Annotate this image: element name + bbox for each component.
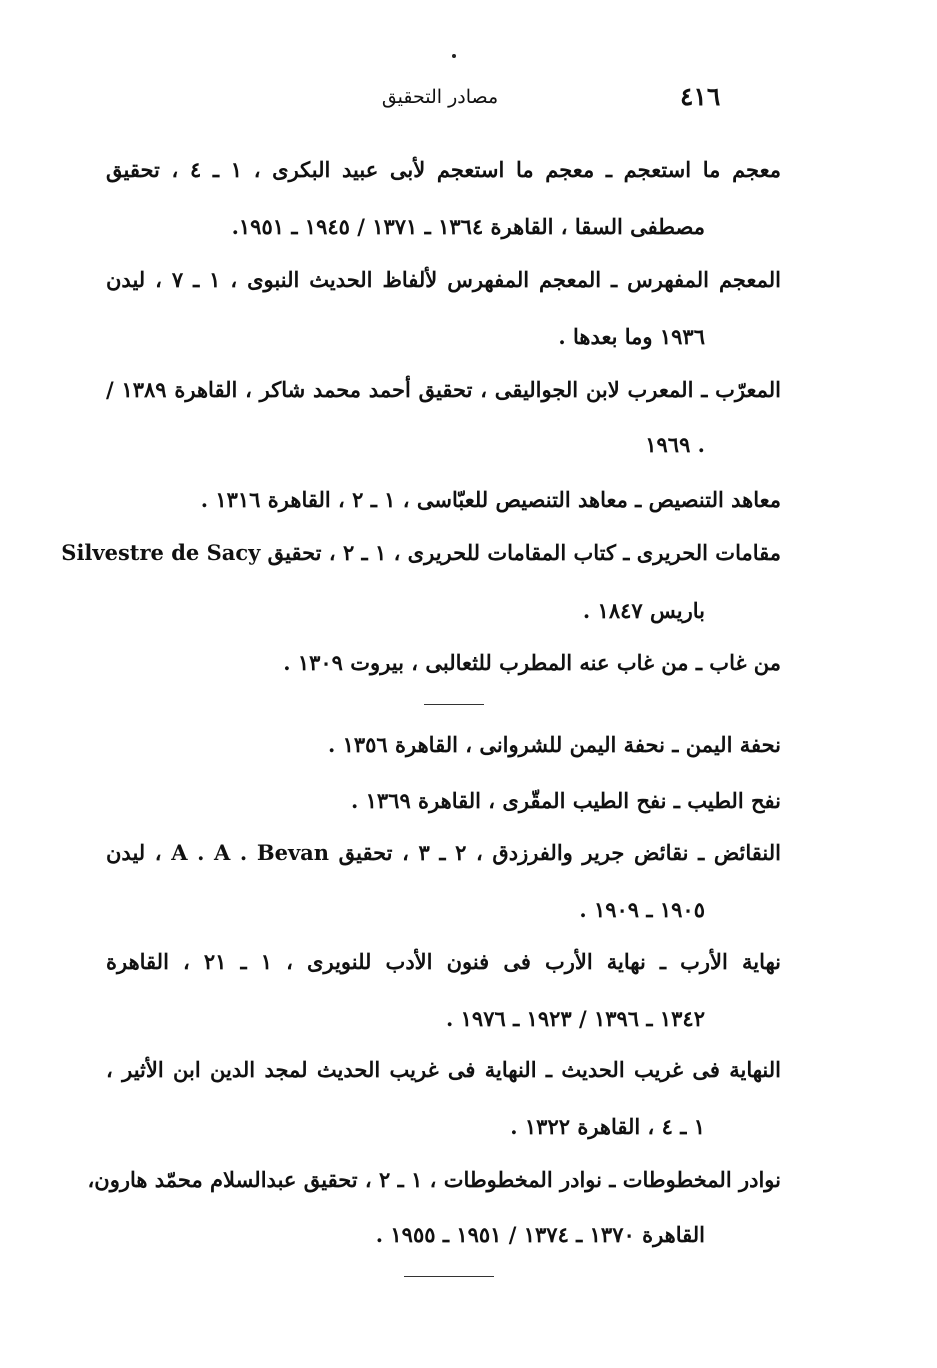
top-dot — [452, 54, 456, 58]
page-number: ٤١٦ — [680, 82, 721, 111]
entry-continuation: ١٩٣٦ وما بعدها . — [558, 324, 705, 349]
entry-line: من غاب ـ من غاب عنه المطرب للثعالبى ، بيروت ١٣٠٩ . — [283, 650, 781, 675]
entry-line: مقامات الحريرى ـ كتاب المقامات للحريرى ، ١ ـ ٢ ، تحقيق Silvestre de Sacy — [61, 540, 781, 565]
entry-line: نهاية الأرب ـ نهاية الأرب فى فنون الأدب للنويرى ، ١ ـ ٢١ ، القاهرة — [106, 949, 781, 974]
entry-line: المعجم المفهرس ـ المعجم المفهرس لألفاظ الحديث النبوى ، ١ ـ ٧ ، ليدن — [106, 267, 781, 292]
entry-continuation: ١٣٤٢ ـ ١٣٩٦ / ١٩٢٣ ـ ١٩٧٦ . — [446, 1006, 705, 1031]
entry-line: نوادر المخطوطات ـ نوادر المخطوطات ، ١ ـ ٢ ، تحقيق عبدالسلام محمّد هارون، — [87, 1167, 781, 1192]
section-divider — [424, 704, 484, 705]
entry-continuation: ١٩٠٥ ـ ١٩٠٩ . — [579, 897, 705, 922]
entry-line: معاهد التنصيص ـ معاهد التنصيص للعبّاسى ، ١ ـ ٢ ، القاهرة ١٣١٦ . — [200, 487, 781, 512]
entry-line: المعرّب ـ المعرب لابن الجواليقى ، تحقيق أحمد محمد شاكر ، القاهرة ١٣٨٩ / — [106, 377, 781, 402]
entry-continuation: ١ ـ ٤ ، القاهرة ١٣٢٢ . — [510, 1114, 705, 1139]
running-title: مصادر التحقيق — [381, 86, 499, 108]
entry-line: نفح الطيب ـ نفح الطيب المقّرى ، القاهرة ١٣٦٩ . — [351, 788, 781, 813]
entry-line: معجم ما استعجم ـ معجم ما استعجم لأبى عبيد البكرى ، ١ ـ ٤ ، تحقيق — [106, 157, 781, 182]
entry-continuation: باريس ١٨٤٧ . — [582, 598, 705, 623]
entry-continuation: ١٩٦٩ . — [645, 432, 705, 457]
end-divider — [404, 1276, 494, 1277]
entry-line: النقائض ـ نقائض جرير والفرزدق ، ٢ ـ ٣ ، تحقيق A . A . Bevan ، ليدن — [106, 840, 781, 865]
entry-line: النهاية فى غريب الحديث ـ النهاية فى غريب الحديث لمجد الدين ابن الأثير ، — [106, 1057, 781, 1082]
entry-continuation: القاهرة ١٣٧٠ ـ ١٣٧٤ / ١٩٥١ ـ ١٩٥٥ . — [375, 1222, 705, 1247]
entry-line: نحفة اليمن ـ نحفة اليمن للشروانى ، القاهرة ١٣٥٦ . — [327, 732, 781, 757]
entry-continuation: مصطفى السقا ، القاهرة ١٣٦٤ ـ ١٣٧١ / ١٩٤٥ ـ ١٩٥١. — [231, 214, 705, 239]
